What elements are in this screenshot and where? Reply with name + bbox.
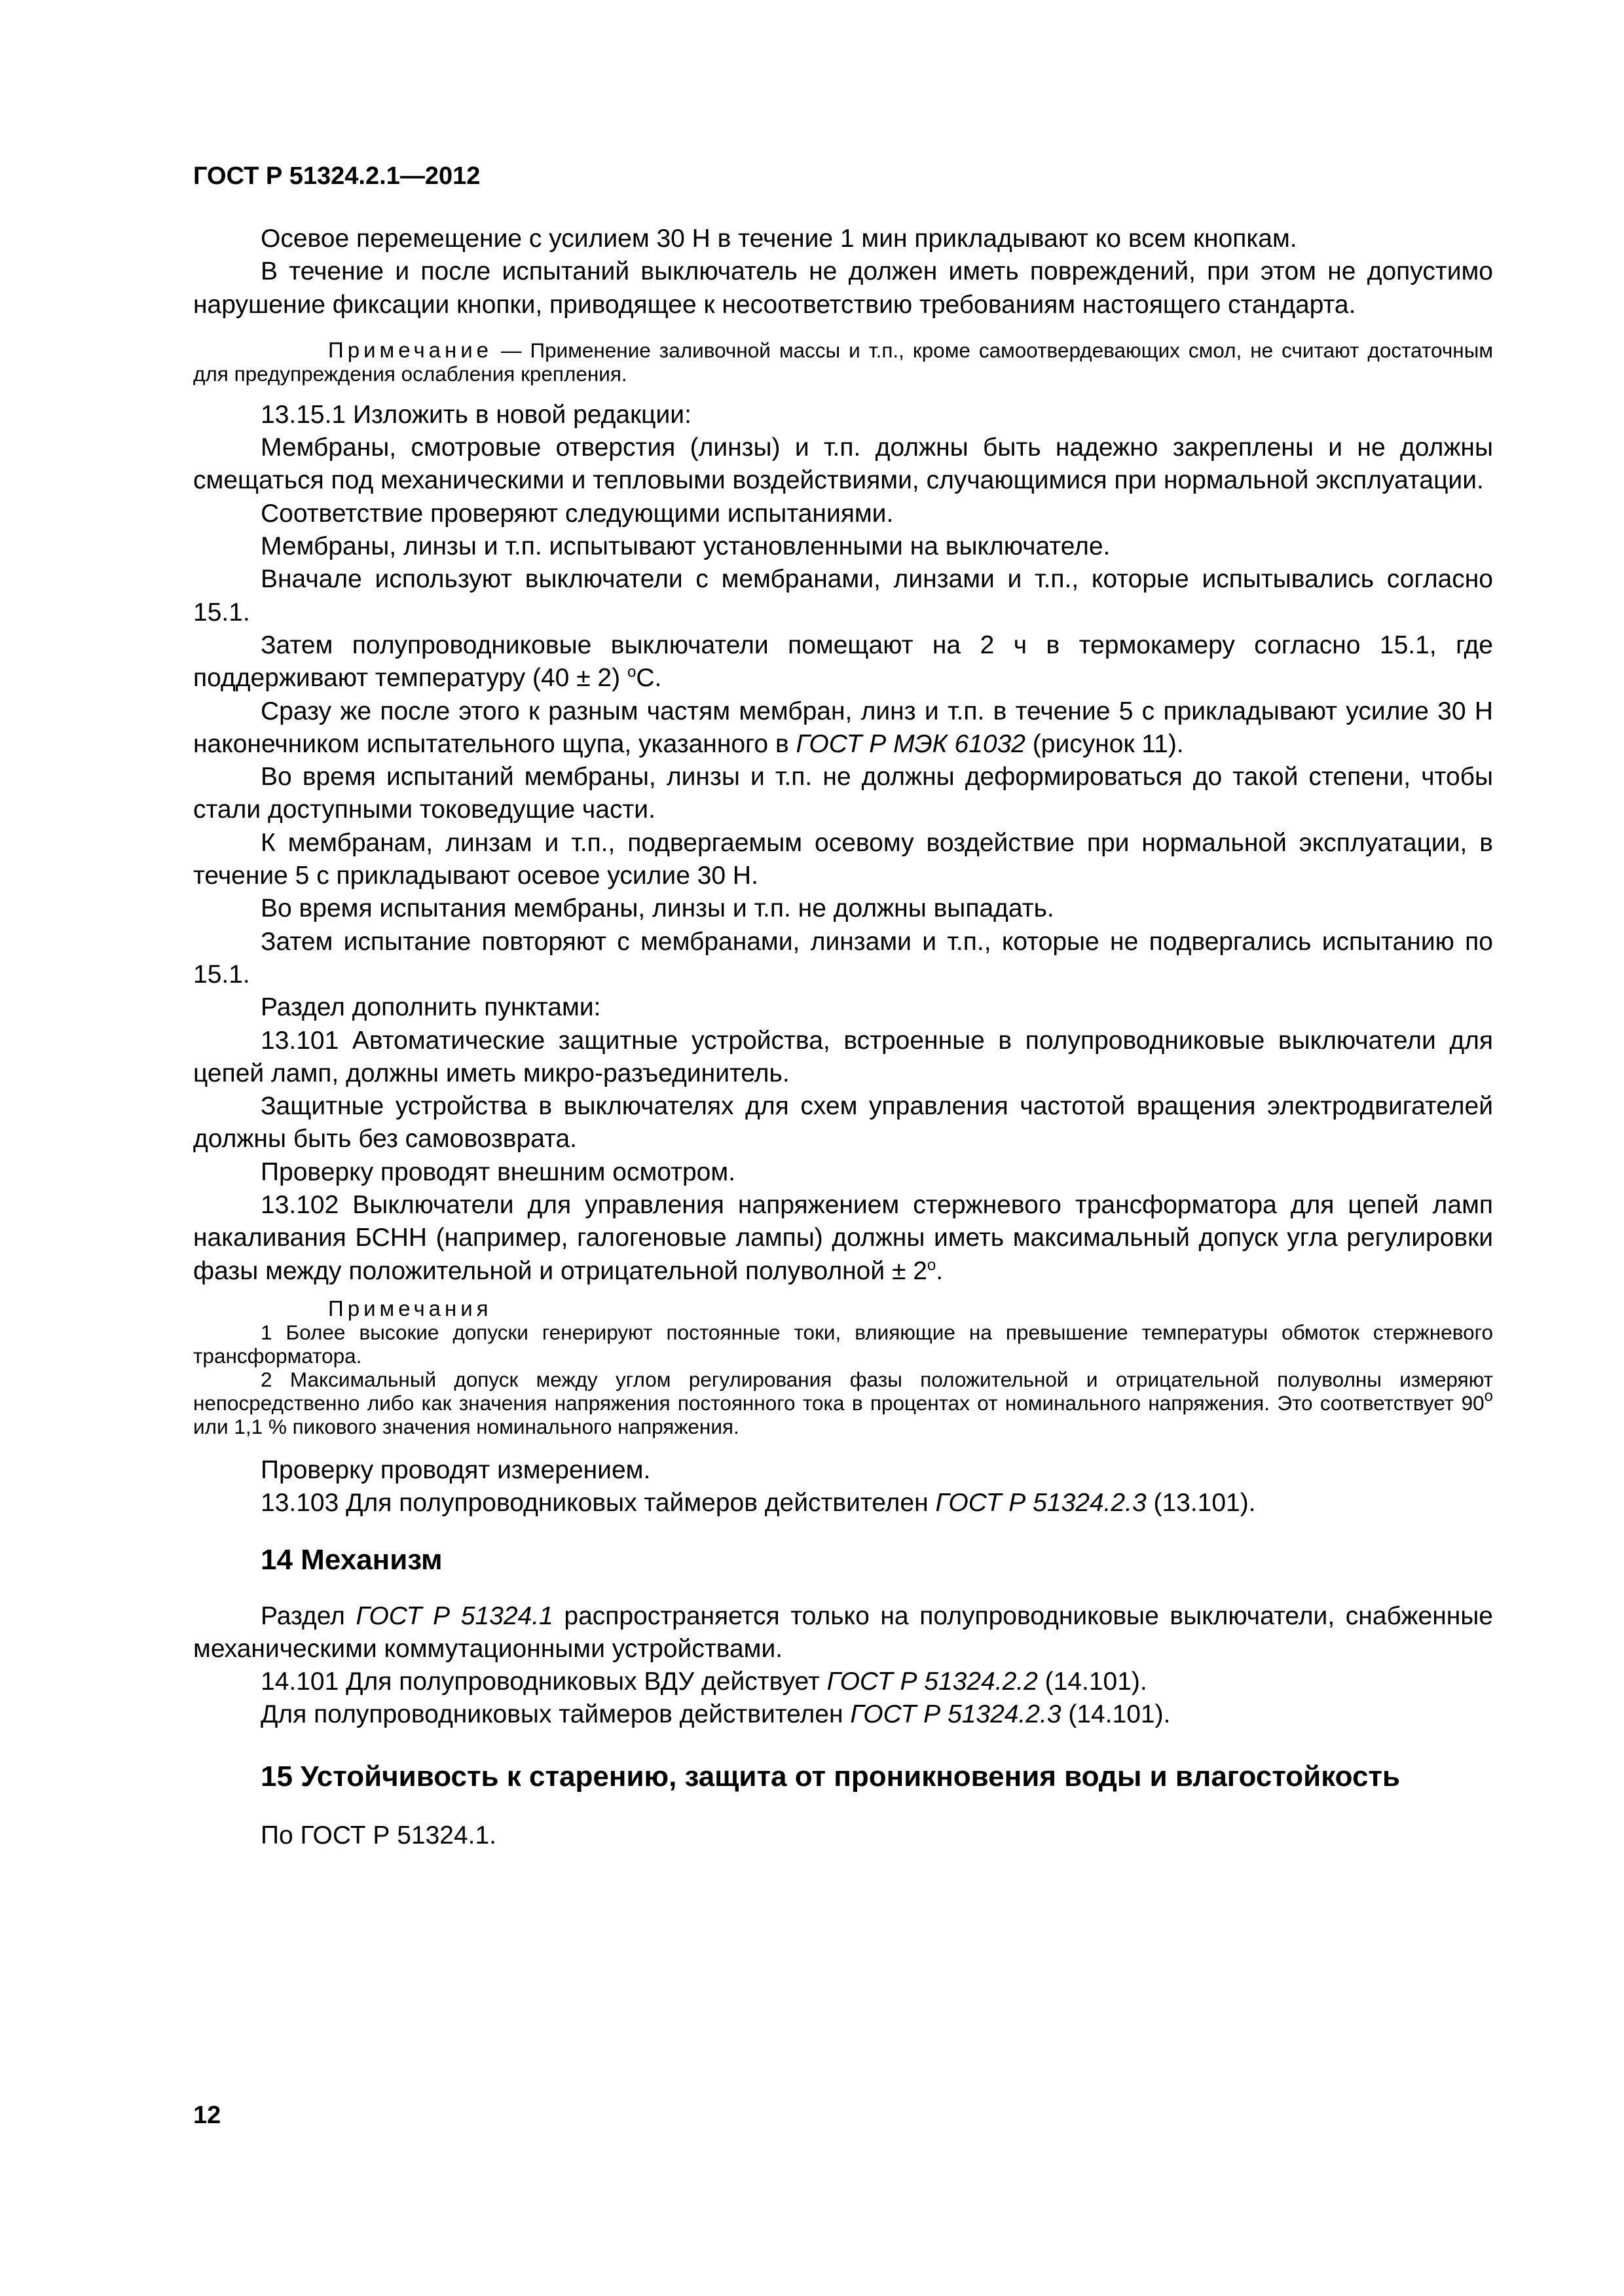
text: (14.101). xyxy=(1061,1700,1171,1729)
paragraph: Проверку проводят внешним осмотром. xyxy=(261,1157,736,1186)
paragraph xyxy=(193,629,1493,695)
paragraph: Соответствие проверяют следующими испытаниями. xyxy=(261,499,894,528)
standard-reference: ГОСТ Р МЭК 61032 xyxy=(796,729,1025,758)
text: . xyxy=(936,1256,944,1285)
paragraph: Вначале используют выключатели с мембранами, линзами и т.п., которые испытывались согласно 15.1. xyxy=(193,565,1493,627)
note-label: Примечания xyxy=(328,1296,492,1321)
paragraph xyxy=(193,1189,1493,1288)
paragraph: По ГОСТ Р 51324.1. xyxy=(261,1821,497,1850)
paragraph: Мембраны, смотровые отверстия (линзы) и т.п. должны быть надежно закреплены и не должны смещаться под механическими и тепловыми воздействиями, случающимися при нормальной эксплуатации. xyxy=(193,433,1493,495)
paragraph: 13.101 Автоматические защитные устройства, встроенные в полупроводниковые выключатели для цепей ламп, должны иметь микро-разъединитель. xyxy=(193,1026,1493,1087)
degree-sign: o xyxy=(1484,1387,1493,1405)
document-body xyxy=(193,223,1493,1852)
paragraph: 13.15.1 Изложить в новой редакции: xyxy=(261,400,692,429)
paragraph: В течение и после испытаний выключатель не должен иметь повреждений, при этом не допустимо нарушение фиксации кнопки, приводящее к несоответствию требованиям настоящего стандарта. xyxy=(193,257,1493,319)
paragraph xyxy=(193,1487,1493,1520)
standard-reference: ГОСТ Р 51324.2.2 xyxy=(826,1667,1038,1696)
text: (рисунок 11). xyxy=(1025,729,1184,758)
paragraph: Защитные устройства в выключателях для схем управления частотой вращения электродвигателей должны быть без самовозврата. xyxy=(193,1092,1493,1154)
note xyxy=(193,1368,1493,1438)
note xyxy=(193,338,1493,386)
paragraph xyxy=(193,1600,1493,1666)
text: или 1,1 % пикового значения номинального напряжения. xyxy=(193,1414,739,1438)
text: Раздел xyxy=(261,1601,356,1630)
degree-sign: o xyxy=(927,1256,936,1274)
page-number: 12 xyxy=(193,2102,221,2129)
paragraph: Во время испытаний мембраны, линзы и т.п. не должны деформироваться до такой степени, чтобы стали доступными токоведущие части. xyxy=(193,763,1493,824)
text: Затем полупроводниковые выключатели помещают на 2 ч в термокамеру согласно 15.1, где поддерживают температуру (40 ± 2) xyxy=(193,630,1493,693)
paragraph xyxy=(193,1698,1493,1731)
text: 2 Максимальный допуск между углом регулирования фазы положительной и отрицательной полуволны измеряют непосредственно либо как значения напряжения постоянного тока в процентах от номинального напряжения. Это соответствует 90 xyxy=(193,1367,1493,1415)
section-heading: 14 Механизм xyxy=(261,1543,443,1576)
note-label: Примечание xyxy=(328,337,493,362)
notes-label xyxy=(193,1297,1493,1321)
paragraph: Затем испытание повторяют с мембранами, линзами и т.п., которые не подвергались испытанию по 15.1. xyxy=(193,927,1493,989)
paragraph: Во время испытания мембраны, линзы и т.п. не должны выпадать. xyxy=(261,894,1054,923)
text: Для полупроводниковых таймеров действителен xyxy=(261,1700,851,1729)
note: 1 Более высокие допуски генерируют постоянные токи, влияющие на превышение температуры обмоток стержневого трансформатора. xyxy=(193,1320,1493,1368)
text: 13.102 Выключатели для управления напряжением стержневого трансформатора для цепей ламп накаливания БСНН (например, галогеновые лампы) должны иметь максимальный допуск угла регулировки фазы между положительной и отрицательной полуволной ± 2 xyxy=(193,1191,1493,1285)
paragraph: Осевое перемещение с усилием 30 Н в течение 1 мин прикладывают ко всем кнопкам. xyxy=(261,225,1297,253)
paragraph: Проверку проводят измерением. xyxy=(261,1455,651,1484)
text: 13.103 Для полупроводниковых таймеров действителен xyxy=(261,1489,936,1518)
text: распространяется только на полупроводниковые выключатели, снабженные механическими коммутационными устройствами. xyxy=(193,1601,1493,1663)
standard-reference: ГОСТ Р 51324.1 xyxy=(356,1601,553,1630)
degree-sign: o xyxy=(627,663,637,682)
standard-reference: ГОСТ Р 51324.2.3 xyxy=(850,1700,1061,1729)
paragraph xyxy=(193,695,1493,761)
paragraph: Мембраны, линзы и т.п. испытывают установленными на выключателе. xyxy=(261,532,1111,561)
text: (13.101). xyxy=(1146,1489,1256,1518)
text: Сразу же после этого к разным частям мембран, линз и т.п. в течение 5 с прикладывают усилие 30 Н наконечником испытательного щупа, указанного в xyxy=(193,697,1493,758)
paragraph: К мембранам, линзам и т.п., подвергаемым осевому воздействие при нормальной эксплуатации, в течение 5 с прикладывают осевое усилие 30 Н. xyxy=(193,828,1493,890)
text: 14.101 Для полупроводниковых ВДУ действует xyxy=(261,1667,827,1696)
text: С. xyxy=(636,664,662,693)
paragraph xyxy=(193,1666,1493,1698)
section-heading: 15 Устойчивость к старению, защита от проникновения воды и влагостойкость xyxy=(261,1760,1401,1793)
text: (14.101). xyxy=(1037,1667,1147,1696)
note-text: — Применение заливочной массы и т.п., кроме самоотвердевающих смол, не считают достаточным для предупреждения ослабления крепления. xyxy=(193,338,1493,386)
standard-reference: ГОСТ Р 51324.2.3 xyxy=(935,1489,1147,1518)
paragraph: Раздел дополнить пунктами: xyxy=(261,993,601,1022)
document-header: ГОСТ Р 51324.2.1—2012 xyxy=(193,162,481,190)
